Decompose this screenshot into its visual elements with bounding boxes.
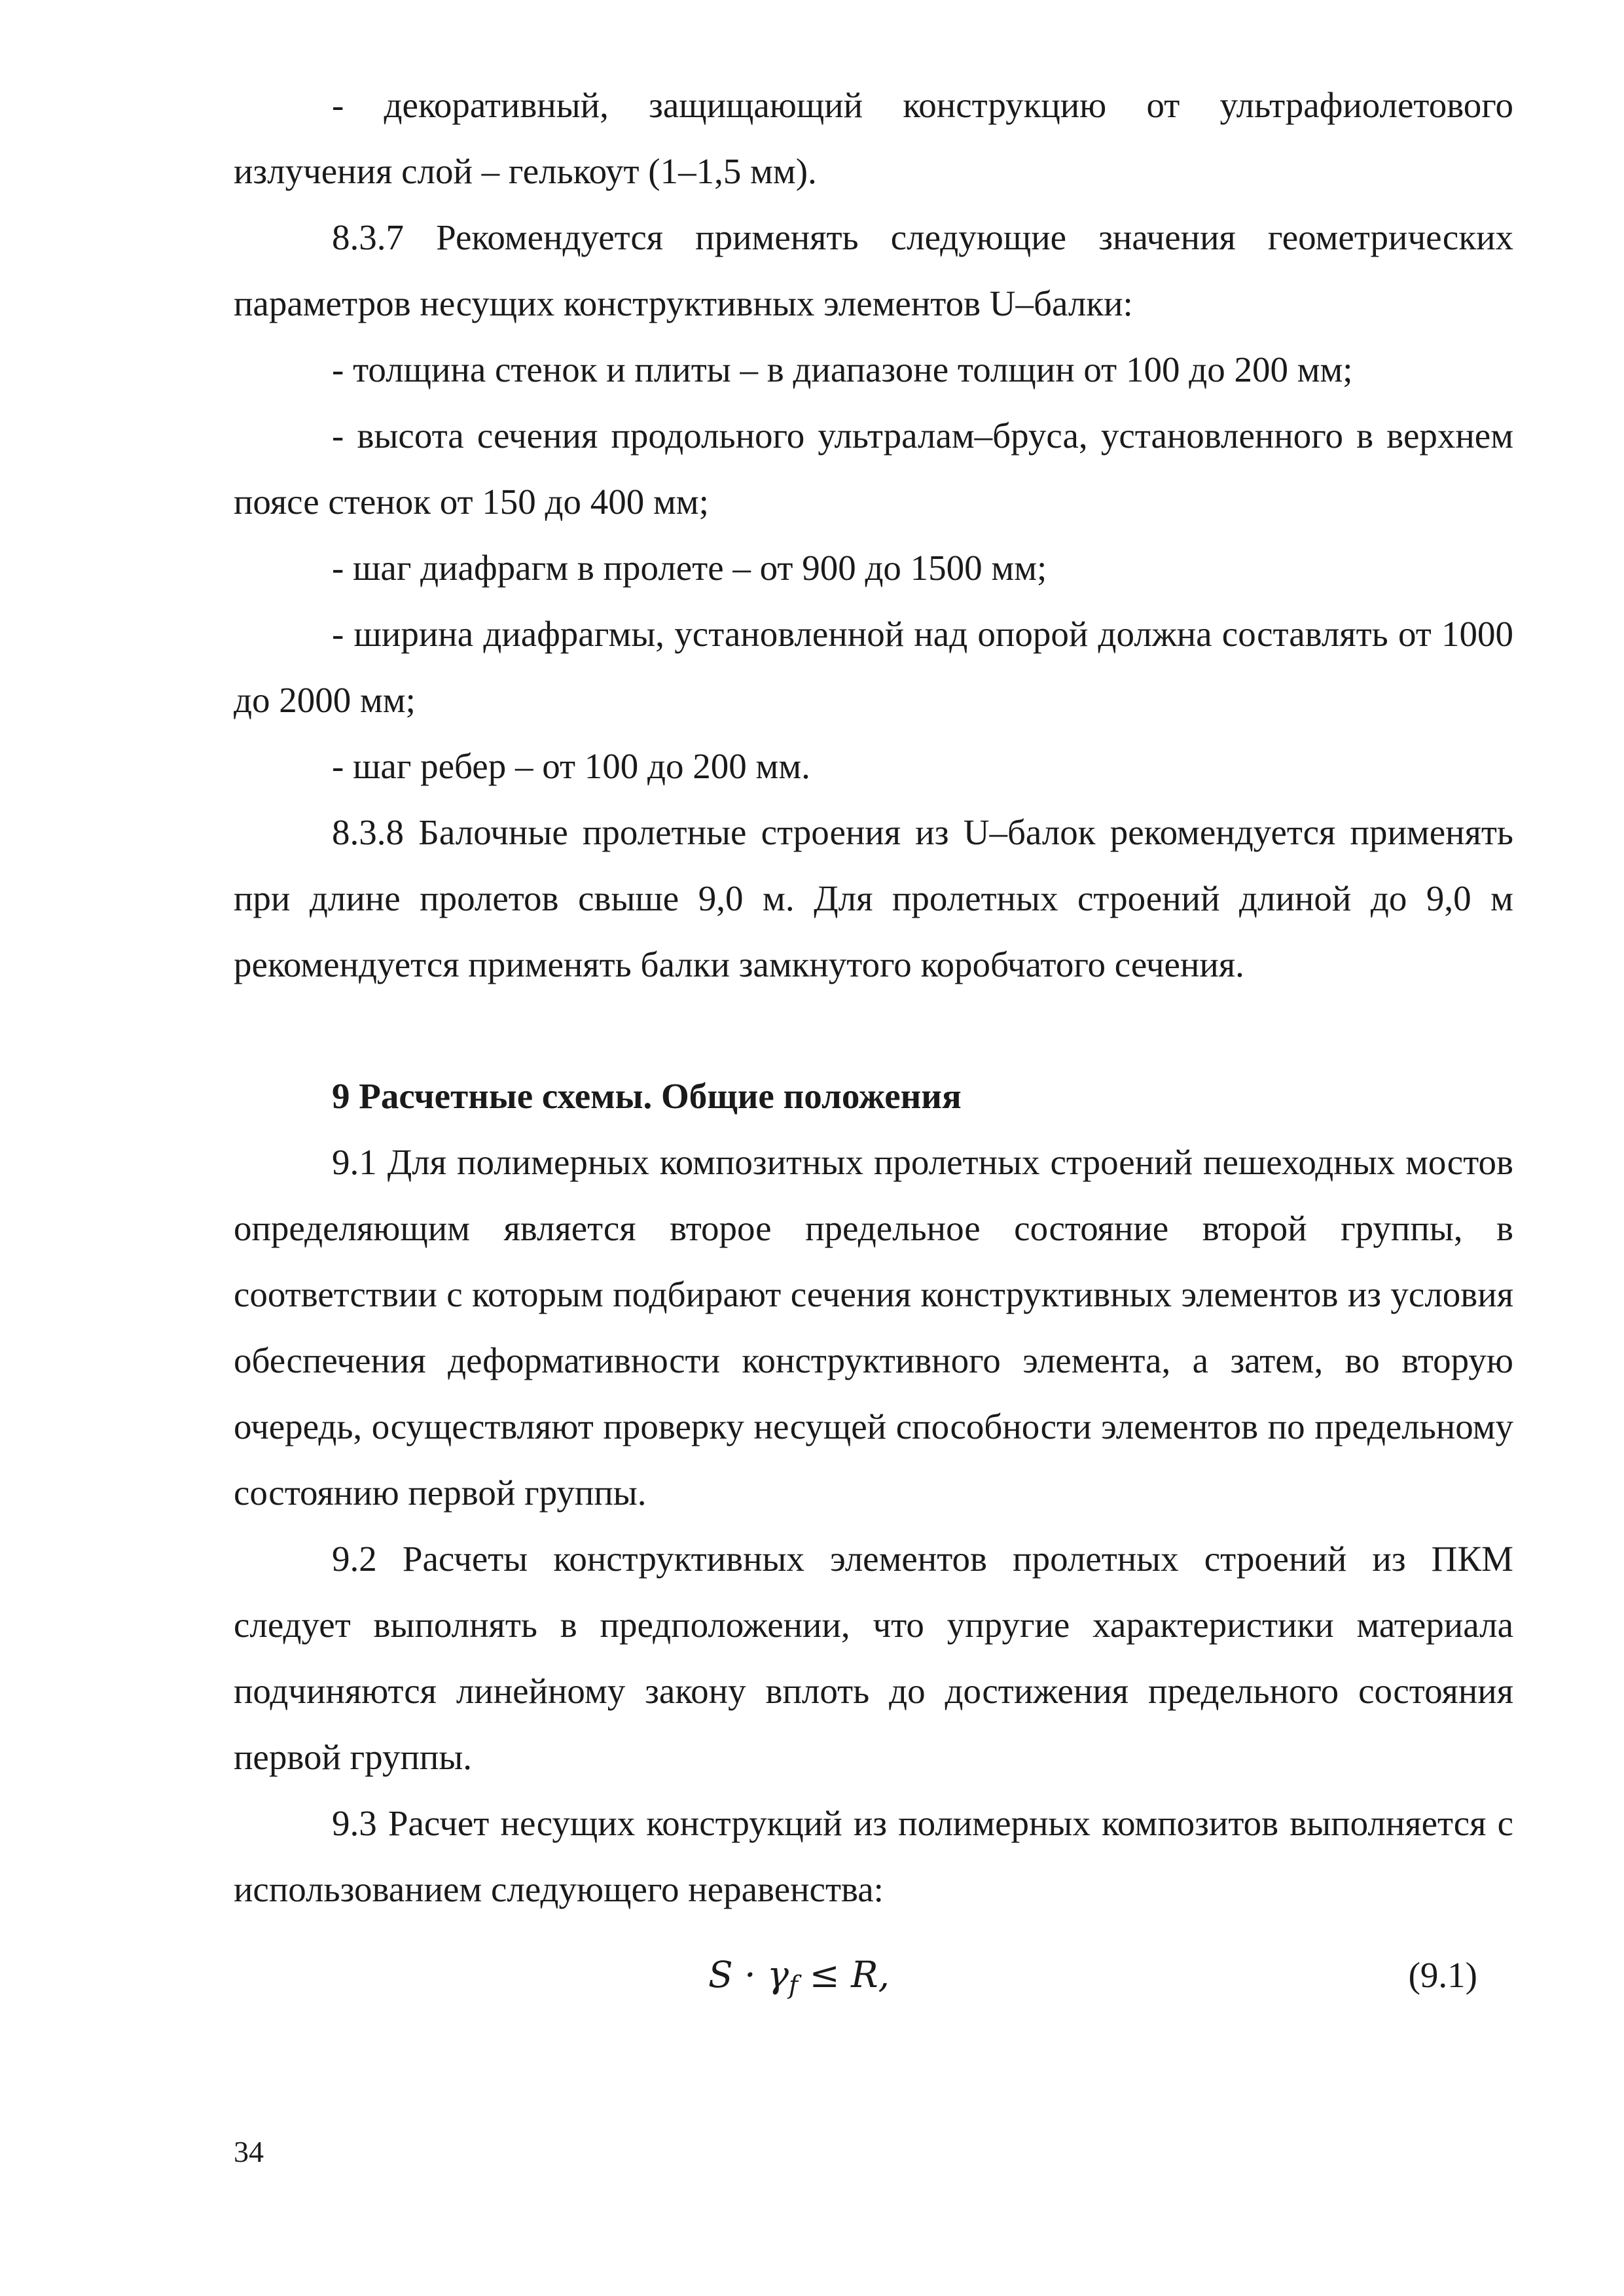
list-item-wall-thickness: - толщина стенок и плиты – в диапазоне толщин от 100 до 200 мм; [332, 350, 1353, 389]
list-item-rib-spacing: - шаг ребер – от 100 до 200 мм. [332, 746, 810, 786]
paragraph-9-3: 9.3 Расчет несущих конструкций из полимерных композитов выполняется с использованием следующего неравенства: [234, 1803, 1513, 1909]
paragraph-9-2: 9.2 Расчеты конструктивных элементов пролетных строений из ПКМ следует выполнять в предположении, что упругие характеристики материала подчиняются линейному закону вплоть до достижения предельного состояния первой группы. [234, 1539, 1513, 1777]
document-page [234, 72, 1513, 2008]
formula-lhs: S · γ [708, 1954, 789, 1996]
page-number: 34 [234, 2135, 264, 2168]
formula-subscript: f [789, 1971, 799, 2000]
list-item-diaphragm-spacing: - шаг диафрагм в пролете – от 900 до 1500 мм; [332, 548, 1047, 588]
paragraph-8-3-8: 8.3.8 Балочные пролетные строения из U–балок рекомендуется применять при длине пролетов свыше 9,0 м. Для пролетных строений длиной до 9,0 м рекомендуется применять балки замкнутого коробчатого сечения. [234, 812, 1513, 984]
formula-rhs: ≤ R, [798, 1954, 890, 1996]
list-item-diaphragm-width: - ширина диафрагмы, установленной над опорой должна составлять от 1000 до 2000 мм; [234, 614, 1513, 720]
paragraph-gelcoat: - декоративный, защищающий конструкцию от ультрафиолетового излучения слой – гелькоут (1–1,5 мм). [234, 85, 1513, 191]
formula-number: (9.1) [1408, 1955, 1477, 1995]
list-item-beam-height: - высота сечения продольного ультралам–бруса, установленного в верхнем поясе стенок от 150 до 400 мм; [234, 416, 1513, 522]
formula-row [234, 1942, 1513, 2008]
section-heading-9: 9 Расчетные схемы. Общие положения [332, 1076, 962, 1116]
paragraph-9-1: 9.1 Для полимерных композитных пролетных строений пешеходных мостов определяющим является второе предельное состояние второй группы, в соответствии с которым подбирают сечения конструктивных элементов из условия обеспечения деформативности конструктивного элемента, а затем, во вторую очередь, осуществляют проверку несущей способности элементов по предельному состоянию первой группы. [234, 1142, 1513, 1513]
formula-9-1 [708, 1942, 890, 2018]
paragraph-8-3-7: 8.3.7 Рекомендуется применять следующие значения геометрических параметров несущих конструктивных элементов U–балки: [234, 217, 1513, 323]
